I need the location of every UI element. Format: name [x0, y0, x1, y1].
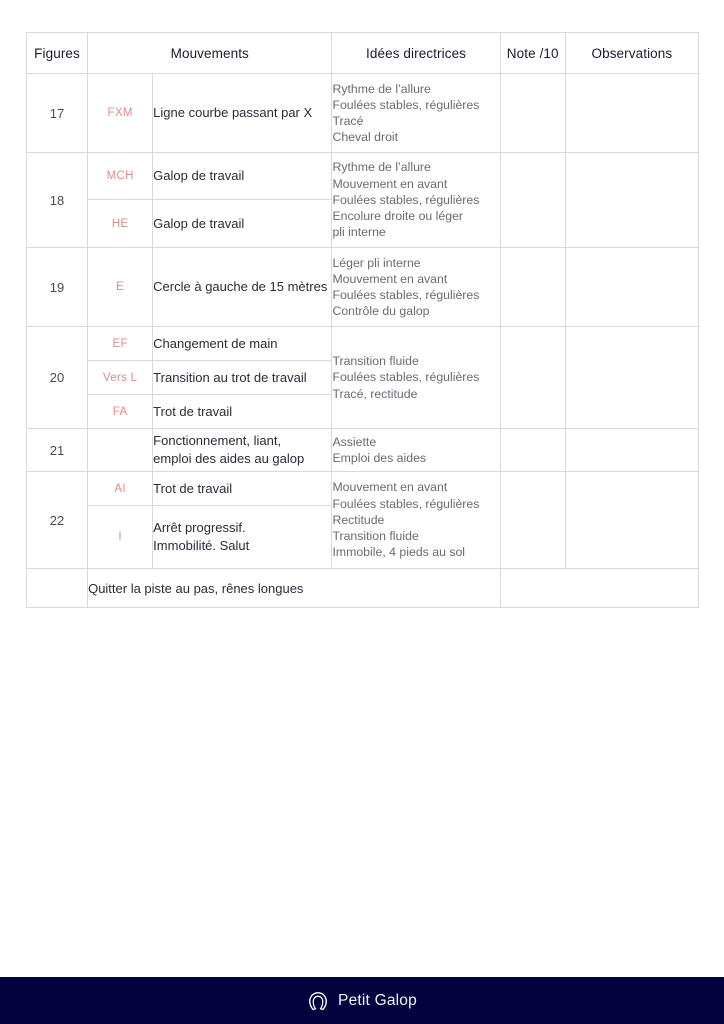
movement-text: Trot de travail — [153, 472, 332, 506]
note-field[interactable] — [500, 429, 565, 472]
column-header-idees-directrices: Idées directrices — [332, 33, 500, 74]
guiding-ideas — [332, 472, 500, 569]
figure-number — [27, 569, 88, 608]
guiding-ideas — [332, 248, 500, 327]
movement-text: Galop de travail — [153, 153, 332, 200]
guiding-idea-line: Mouvement en avant — [332, 271, 448, 286]
guiding-idea-line: Assiette — [332, 434, 377, 449]
movement-text: Ligne courbe passant par X — [153, 74, 332, 153]
arena-letters: FA — [88, 395, 153, 429]
guiding-idea-line: pli interne — [332, 225, 386, 240]
guiding-idea-line: Tracé, rectitude — [332, 386, 418, 401]
table-row — [27, 248, 699, 327]
arena-letters: EF — [88, 327, 153, 361]
note-field[interactable] — [500, 472, 565, 569]
movement-text: Transition au trot de travail — [153, 361, 332, 395]
horseshoe-icon — [307, 990, 329, 1012]
final-instruction-text: Quitter la piste au pas, rênes longues — [88, 569, 501, 608]
guiding-idea-line: Transition fluide — [332, 529, 419, 544]
movement-text: Trot de travail — [153, 395, 332, 429]
column-header-note: Note /10 — [500, 33, 565, 74]
table-row — [27, 472, 699, 506]
guiding-idea-line: Rythme de l’allure — [332, 160, 431, 175]
guiding-idea-line: Foulées stables, régulières — [332, 97, 480, 112]
dressage-test-table — [26, 32, 699, 608]
note-field[interactable] — [500, 74, 565, 153]
guiding-ideas — [332, 74, 500, 153]
figure-number: 21 — [27, 429, 88, 472]
final-note-field[interactable] — [500, 569, 698, 608]
guiding-ideas — [332, 429, 500, 472]
table-row — [27, 153, 699, 200]
guiding-idea-line: Rectitude — [332, 512, 385, 527]
figure-number: 22 — [27, 472, 88, 569]
note-field[interactable] — [500, 248, 565, 327]
movement-text — [153, 506, 332, 569]
table-row — [27, 327, 699, 361]
guiding-idea-line: Immobile, 4 pieds au sol — [332, 545, 466, 560]
arena-letters: HE — [88, 200, 153, 248]
movement-line: Fonctionnement, liant, — [153, 433, 282, 449]
guiding-idea-line: Rythme de l’allure — [332, 81, 431, 96]
figure-number: 20 — [27, 327, 88, 429]
movement-text: Cercle à gauche de 15 mètres — [153, 248, 332, 327]
movement-text: Changement de main — [153, 327, 332, 361]
column-header-mouvements: Mouvements — [88, 33, 332, 74]
guiding-idea-line: Tracé — [332, 114, 364, 128]
observations-field[interactable] — [565, 327, 698, 429]
observations-field[interactable] — [565, 248, 698, 327]
movement-line: emploi des aides au galop — [153, 451, 305, 466]
guiding-idea-line: Mouvement en avant — [332, 480, 448, 495]
guiding-idea-line: Foulées stables, régulières — [332, 370, 480, 385]
guiding-idea-line: Emploi des aides — [332, 451, 427, 465]
movement-text: Galop de travail — [153, 200, 332, 248]
guiding-idea-line: Transition fluide — [332, 354, 419, 369]
figure-number: 19 — [27, 248, 88, 327]
movement-line: Arrêt progressif. — [153, 520, 246, 536]
arena-letters: FXM — [88, 74, 153, 153]
guiding-idea-line: Cheval droit — [332, 130, 399, 145]
movement-text — [153, 429, 332, 472]
observations-field[interactable] — [565, 74, 698, 153]
arena-letters: I — [88, 506, 153, 569]
guiding-idea-line: Foulées stables, régulières — [332, 288, 480, 302]
arena-letters: AI — [88, 472, 153, 506]
guiding-ideas — [332, 153, 500, 248]
table-row — [27, 429, 699, 472]
arena-letters: E — [88, 248, 153, 327]
page-footer — [0, 977, 724, 1024]
figure-number: 18 — [27, 153, 88, 248]
table-header-row — [27, 33, 699, 74]
arena-letters: Vers L — [88, 361, 153, 395]
note-field[interactable] — [500, 327, 565, 429]
column-header-figures: Figures — [27, 33, 88, 74]
brand-name: Petit Galop — [338, 991, 417, 1009]
guiding-idea-line: Léger pli interne — [332, 255, 421, 270]
observations-field[interactable] — [565, 429, 698, 472]
observations-field[interactable] — [565, 153, 698, 248]
guiding-idea-line: Foulées stables, régulières — [332, 496, 480, 511]
guiding-idea-line: Mouvement en avant — [332, 176, 448, 191]
arena-letters — [88, 429, 153, 472]
guiding-idea-line: Contrôle du galop — [332, 304, 430, 319]
guiding-ideas — [332, 327, 500, 429]
movement-line: Immobilité. Salut — [153, 538, 250, 553]
guiding-idea-line: Foulées stables, régulières — [332, 192, 480, 207]
table-row — [27, 74, 699, 153]
observations-field[interactable] — [565, 472, 698, 569]
figure-number: 17 — [27, 74, 88, 153]
note-field[interactable] — [500, 153, 565, 248]
column-header-observations: Observations — [565, 33, 698, 74]
table-row-final-instruction — [27, 569, 699, 608]
arena-letters: MCH — [88, 153, 153, 200]
guiding-idea-line: Encolure droite ou léger — [332, 209, 464, 224]
